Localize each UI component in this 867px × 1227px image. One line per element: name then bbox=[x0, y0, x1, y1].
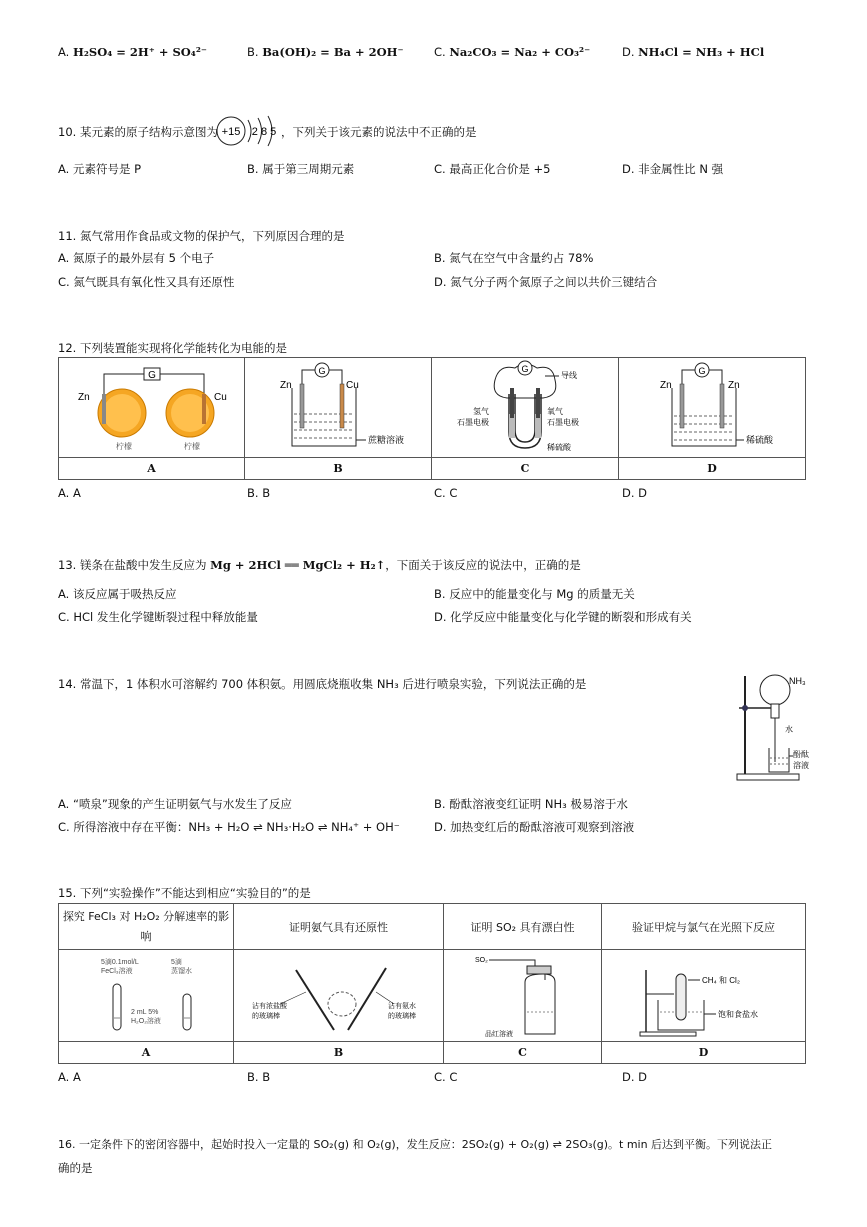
q12-figure-c bbox=[432, 358, 619, 458]
option-text: Ba(OH)₂ = Ba + 2OH⁻ bbox=[262, 45, 404, 59]
lemon-label: 柠檬 bbox=[183, 442, 200, 451]
q12-option-b: B. B bbox=[247, 486, 271, 500]
q12-col-letter: D bbox=[619, 458, 806, 480]
q15-col-letter: D bbox=[602, 1042, 806, 1064]
q11-option-c: C. 氮气既具有氧化性又具有还原性 bbox=[58, 275, 235, 289]
q15-figure-table bbox=[58, 903, 806, 1064]
option-text: H₂SO₄ = 2H⁺ + SO₄²⁻ bbox=[72, 45, 207, 59]
rod-label: 沾有浓盐酸 bbox=[252, 1003, 287, 1010]
gas-label: CH₄ 和 Cl₂ bbox=[701, 976, 740, 985]
rod-label: 的玻璃棒 bbox=[252, 1013, 280, 1020]
q15-header: 探究 FeCl₃ 对 H₂O₂ 分解速率的影响 bbox=[59, 904, 234, 950]
water-label: 水 bbox=[785, 725, 793, 734]
q12-figure-table bbox=[58, 357, 806, 480]
option-letter: C. bbox=[434, 45, 446, 59]
q14-option-b: B. 酚酞溶液变红证明 NH₃ 极易溶于水 bbox=[434, 797, 628, 811]
atom-structure-diagram bbox=[214, 111, 284, 151]
q15-figure-a bbox=[59, 950, 234, 1042]
rod-label: 沾有氨水 bbox=[388, 1003, 416, 1010]
cu-label: Cu bbox=[213, 392, 227, 403]
q15-header: 证明氨气具有还原性 bbox=[234, 904, 444, 950]
q12-col-letter: B bbox=[245, 458, 432, 480]
q11-option-a: A. 氮原子的最外层有 5 个电子 bbox=[58, 251, 215, 265]
fuel-cell-diagram bbox=[435, 358, 615, 454]
solution-label: 溶液 bbox=[793, 761, 809, 770]
q15-figure-d bbox=[602, 950, 806, 1042]
q10-option-c: C. 最高正化合价是 +5 bbox=[434, 162, 551, 176]
q12-figure-b bbox=[245, 358, 432, 458]
q9-option-c bbox=[434, 45, 590, 59]
q13-option-d: D. 化学反应中能量变化与化学键的断裂和形成有关 bbox=[434, 610, 692, 624]
zn-label: Zn bbox=[77, 392, 90, 403]
h2o2-decomposition-diagram bbox=[61, 950, 231, 1038]
solution-label: 品红溶液 bbox=[485, 1031, 513, 1038]
q14-option-d: D. 加热变红后的酚酞溶液可观察到溶液 bbox=[434, 820, 635, 834]
reagent-label: 5滴0.1mol/L bbox=[101, 959, 139, 966]
nh3-label: NH₃ bbox=[789, 676, 806, 686]
q10-option-a: A. 元素符号是 P bbox=[58, 162, 142, 176]
q9-option-a bbox=[58, 45, 207, 59]
gas-label: SO₂ bbox=[475, 957, 488, 964]
q16-stem-line2: 确的是 bbox=[58, 1161, 93, 1175]
option-letter: A. bbox=[58, 45, 70, 59]
q11-option-b: B. 氮气在空气中含量约占 78% bbox=[434, 251, 594, 265]
q12-option-d: D. D bbox=[622, 486, 648, 500]
q15-figure-b bbox=[234, 950, 444, 1042]
oxygen-label: 氧气 bbox=[547, 407, 563, 416]
galvanometer-label: G bbox=[147, 370, 156, 381]
q15-option-b: B. B bbox=[247, 1070, 271, 1084]
q15-option-d: D. D bbox=[622, 1070, 648, 1084]
q11-option-d: D. 氮气分子两个氮原子之间以共价三键结合 bbox=[434, 275, 658, 289]
so2-bleach-diagram bbox=[445, 950, 600, 1038]
galvanometer-label: G bbox=[521, 364, 529, 374]
q10-option-b: B. 属于第三周期元素 bbox=[247, 162, 355, 176]
q13-option-b: B. 反应中的能量变化与 Mg 的质量无关 bbox=[434, 587, 635, 601]
ammonia-hcl-rods-diagram bbox=[236, 950, 441, 1038]
q12-option-c: C. C bbox=[434, 486, 458, 500]
q11-stem: 11. 氮气常用作食品或文物的保护气，下列原因合理的是 bbox=[58, 229, 345, 243]
rod-label: 的玻璃棒 bbox=[388, 1013, 416, 1020]
q12-figure-a bbox=[59, 358, 245, 458]
galvanometer-label: G bbox=[318, 366, 326, 376]
solution-label: 饱和食盐水 bbox=[717, 1010, 758, 1019]
orange-cell-diagram bbox=[62, 358, 242, 454]
q10-stem-start: 10. 某元素的原子结构示意图为 bbox=[58, 125, 218, 139]
q13-stem-start: 13. 镁条在盐酸中发生反应为 bbox=[58, 558, 207, 572]
q13-option-a: A. 该反应属于吸热反应 bbox=[58, 587, 177, 601]
fountain-experiment-diagram bbox=[733, 668, 813, 783]
q15-option-c: C. C bbox=[434, 1070, 458, 1084]
zn-label: Zn bbox=[728, 380, 740, 391]
q12-stem: 12. 下列装置能实现将化学能转化为电能的是 bbox=[58, 341, 287, 355]
option-letter: B. bbox=[247, 45, 259, 59]
solution-label: 蔗糖溶液 bbox=[368, 435, 405, 445]
solution-label: 酚酞 bbox=[793, 750, 809, 759]
reagent-label: 5滴 bbox=[171, 959, 182, 966]
volume-label: H₂O₂溶液 bbox=[131, 1018, 161, 1025]
q10-stem-end: ，下列关于该元素的说法中不正确的是 bbox=[281, 125, 477, 139]
q13-stem-end: ，下面关于该反应的说法中，正确的是 bbox=[385, 558, 581, 572]
acid-label: 稀硫酸 bbox=[547, 443, 571, 452]
nucleus-charge: +15 bbox=[221, 126, 241, 138]
hydrogen-label: 氢气 bbox=[473, 407, 489, 416]
q15-col-letter: C bbox=[444, 1042, 602, 1064]
q14-option-c: C. 所得溶液中存在平衡：NH₃ + H₂O ⇌ NH₃·H₂O ⇌ NH₄⁺ + OH⁻ bbox=[58, 820, 400, 834]
reagent-label: FeCl₃溶液 bbox=[101, 968, 133, 975]
q15-figure-c bbox=[444, 950, 602, 1042]
methane-chlorine-diagram bbox=[604, 950, 804, 1038]
q16-stem-line1: 16. 一定条件下的密闭容器中，起始时投入一定量的 SO₂(g) 和 O₂(g)，发生反应：2SO₂(g) + O₂(g) ⇌ 2SO₃(g)。t min 后达到平衡。下列说法正 bbox=[58, 1138, 773, 1151]
zn-label: Zn bbox=[280, 380, 292, 391]
q13-stem bbox=[58, 557, 581, 573]
q12-figure-d bbox=[619, 358, 806, 458]
q12-col-letter: A bbox=[59, 458, 245, 480]
q15-stem: 15. 下列“实验操作”不能达到相应“实验目的”的是 bbox=[58, 886, 311, 900]
zinc-zinc-cell-diagram bbox=[622, 358, 802, 454]
option-text: NH₄Cl = NH₃ + HCl bbox=[638, 45, 765, 59]
q14-option-a: A. “喷泉”现象的产生证明氨气与水发生了反应 bbox=[58, 797, 292, 811]
q15-option-a: A. A bbox=[58, 1070, 81, 1084]
q9-option-b bbox=[247, 45, 404, 59]
q9-option-d bbox=[622, 45, 764, 59]
q12-option-a: A. A bbox=[58, 486, 81, 500]
volume-label: 2 mL 5% bbox=[131, 1009, 159, 1016]
option-letter: D. bbox=[622, 45, 635, 59]
q10-option-d: D. 非金属性比 N 强 bbox=[622, 162, 724, 176]
option-text: Na₂CO₃ = Na₂ + CO₃²⁻ bbox=[449, 45, 591, 59]
cu-label: Cu bbox=[346, 380, 359, 391]
q15-header: 证明 SO₂ 具有漂白性 bbox=[444, 904, 602, 950]
electrode-label: 石墨电极 bbox=[547, 418, 579, 427]
q15-header: 验证甲烷与氯气在光照下反应 bbox=[602, 904, 806, 950]
acid-label: 稀硫酸 bbox=[746, 435, 774, 445]
sucrose-cell-diagram bbox=[248, 358, 428, 454]
zn-label: Zn bbox=[660, 380, 672, 391]
q13-option-c: C. HCl 发生化学键断裂过程中释放能量 bbox=[58, 610, 258, 624]
wire-label: 导线 bbox=[561, 371, 577, 380]
reagent-label: 蒸馏水 bbox=[171, 968, 192, 975]
electron-shells: 2 8 5 bbox=[251, 126, 277, 138]
q13-equation: Mg + 2HCl ══ MgCl₂ + H₂↑ bbox=[210, 558, 386, 572]
q14-stem: 14. 常温下，1 体积水可溶解约 700 体积氨。用圆底烧瓶收集 NH₃ 后进行喷泉实验，下列说法正确的是 bbox=[58, 677, 587, 691]
q15-col-letter: B bbox=[234, 1042, 444, 1064]
electrode-label: 石墨电极 bbox=[457, 418, 489, 427]
q12-col-letter: C bbox=[432, 458, 619, 480]
lemon-label: 柠檬 bbox=[115, 442, 132, 451]
q15-col-letter: A bbox=[59, 1042, 234, 1064]
galvanometer-label: G bbox=[698, 366, 706, 376]
